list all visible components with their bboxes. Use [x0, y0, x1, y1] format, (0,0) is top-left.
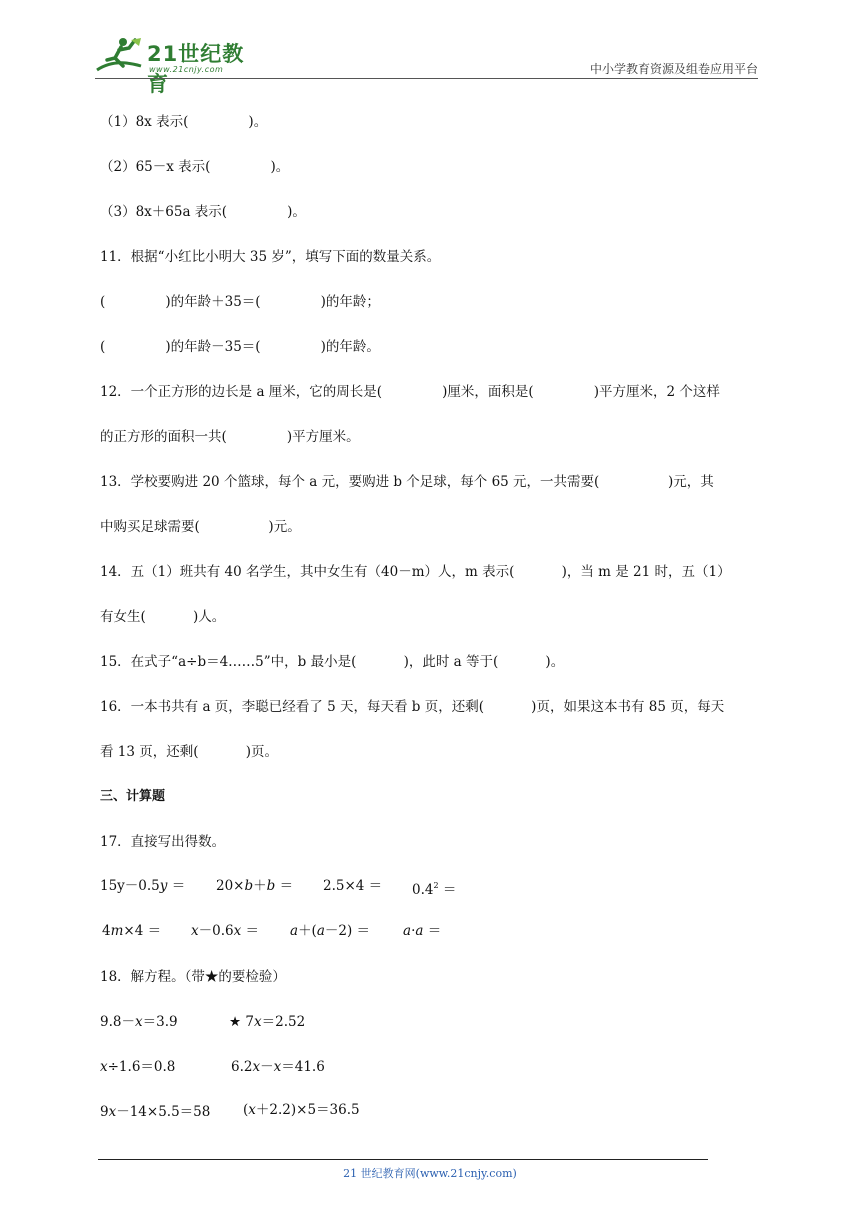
question-13-line-2: 中购买足球需要( )元。 — [100, 519, 301, 535]
calc-7: a＋(a－2) ＝ — [290, 923, 371, 939]
page-header — [95, 34, 758, 96]
calc-8: a·a ＝ — [403, 923, 442, 939]
platform-caption: 中小学教育资源及组卷应用平台 — [589, 62, 758, 76]
question-11-relation-2: ( )的年龄－35＝( )的年龄。 — [100, 339, 380, 355]
calc-3: 2.5×4 ＝ — [323, 878, 383, 894]
question-10-part-2: （2）65－x 表示( )。 — [100, 159, 290, 175]
question-16-line-1: 16．一本书共有 a 页，李聪已经看了 5 天，每天看 b 页，还剩( )页，如果这本书有 85 页，每天 — [100, 699, 725, 715]
section-title: 三、计算题 — [100, 789, 166, 804]
footer-rule — [98, 1159, 708, 1160]
calc-6: x－0.6x ＝ — [191, 923, 260, 939]
header-rule — [95, 78, 758, 79]
equation-1: 9.8－x＝3.9 — [100, 1014, 178, 1030]
footer-source: 21 世纪教育网(www.21cnjy.com) — [343, 1167, 517, 1180]
calc-5: 4m×4 ＝ — [102, 923, 162, 939]
question-12-line-1: 12．一个正方形的边长是 a 厘米，它的周长是( )厘米，面积是( )平方厘米，2 个这样 — [100, 384, 720, 400]
question-10-part-1: （1）8x 表示( )。 — [100, 114, 268, 130]
question-14-line-1: 14．五（1）班共有 40 名学生，其中女生有（40－m）人，m 表示( )，当 m 是 21 时，五（1） — [100, 564, 731, 580]
equation-5: 9x－14×5.5＝58 — [100, 1104, 211, 1120]
question-10-part-3: （3）8x＋65a 表示( )。 — [100, 204, 306, 220]
calc-4: $0.4^2$ ＝ — [412, 881, 457, 898]
question-15: 15．在式子“a÷b＝4……5”中，b 最小是( )，此时 a 等于( )。 — [100, 654, 565, 670]
logo-url: www.21cnjy.com — [149, 65, 224, 74]
question-17: 17．直接写出得数。 — [100, 834, 226, 850]
logo — [95, 34, 265, 96]
equation-2: ★ 7x＝2.52 — [229, 1014, 306, 1030]
question-18: 18．解方程。（带★的要检验） — [100, 969, 286, 985]
question-11: 11．根据“小红比小明大 35 岁”，填写下面的数量关系。 — [100, 249, 441, 265]
question-11-relation-1: ( )的年龄＋35＝( )的年龄； — [100, 294, 380, 310]
equation-3: x÷1.6＝0.8 — [100, 1059, 176, 1075]
equation-4: 6.2x－x＝41.6 — [231, 1059, 325, 1075]
calc-2: 20×b＋b ＝ — [216, 878, 294, 894]
question-16-line-2: 看 13 页，还剩( )页。 — [100, 744, 278, 760]
equation-6: (x＋2.2)×5＝36.5 — [243, 1102, 360, 1118]
runner-logo-icon — [95, 36, 145, 76]
question-14-line-2: 有女生( )人。 — [100, 609, 226, 625]
question-13-line-1: 13．学校要购进 20 个篮球，每个 a 元，要购进 b 个足球，每个 65 元，一共需要( )元，其 — [100, 474, 714, 490]
logo-name: 21世纪教育 — [147, 42, 245, 96]
calc-1: 15y－0.5y ＝ — [100, 878, 186, 894]
question-12-line-2: 的正方形的面积一共( )平方厘米。 — [100, 429, 360, 445]
